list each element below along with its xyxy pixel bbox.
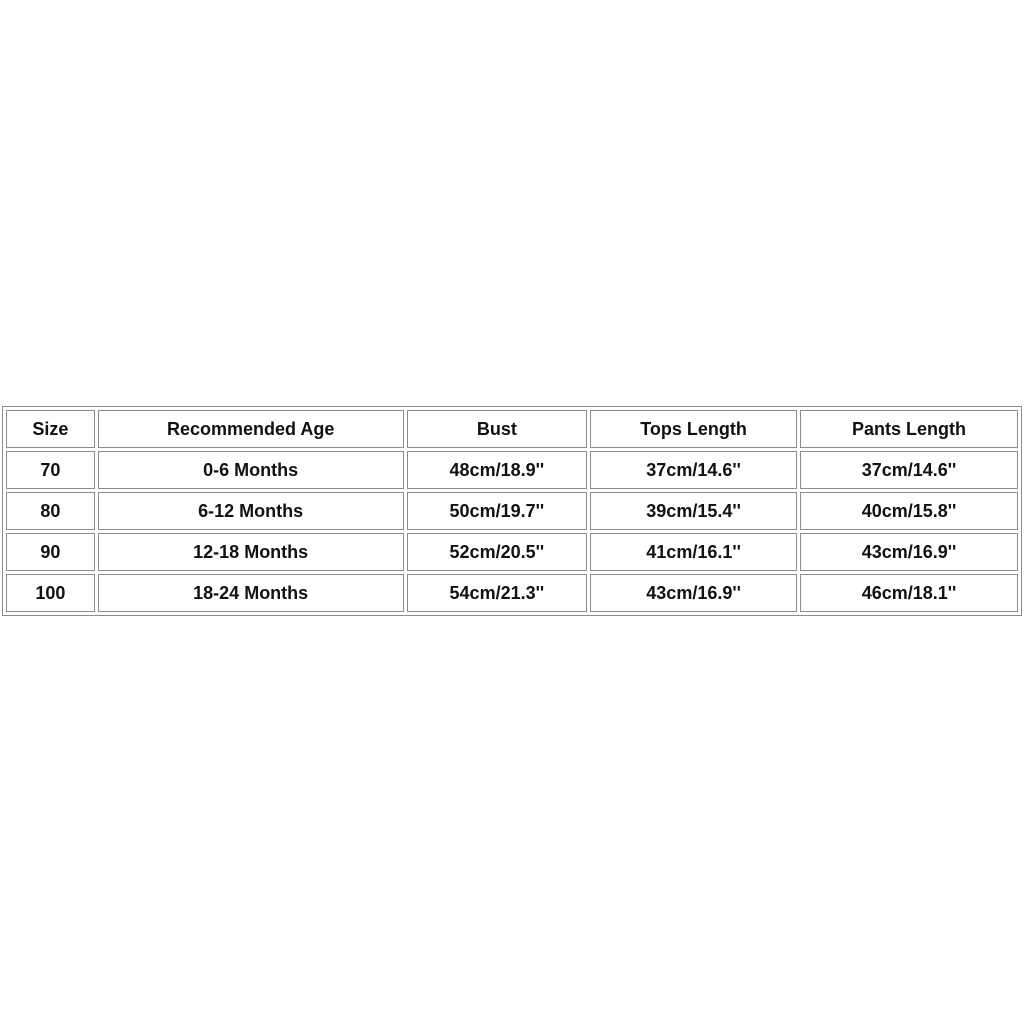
table-row [6,574,1018,612]
table-header-row [6,410,1018,448]
cell-bust: 48cm/18.9'' [407,451,588,489]
cell-recommended-age: 6-12 Months [98,492,404,530]
header-recommended-age: Recommended Age [98,410,404,448]
table-row [6,492,1018,530]
cell-bust: 50cm/19.7'' [407,492,588,530]
cell-size: 100 [6,574,95,612]
header-bust: Bust [407,410,588,448]
cell-pants-length: 43cm/16.9'' [800,533,1018,571]
table-row [6,451,1018,489]
cell-size: 90 [6,533,95,571]
header-size: Size [6,410,95,448]
cell-pants-length: 37cm/14.6'' [800,451,1018,489]
cell-tops-length: 39cm/15.4'' [590,492,797,530]
cell-recommended-age: 12-18 Months [98,533,404,571]
header-tops-length: Tops Length [590,410,797,448]
cell-recommended-age: 18-24 Months [98,574,404,612]
size-chart-table [2,406,1022,616]
cell-pants-length: 46cm/18.1'' [800,574,1018,612]
cell-pants-length: 40cm/15.8'' [800,492,1018,530]
cell-tops-length: 41cm/16.1'' [590,533,797,571]
cell-bust: 52cm/20.5'' [407,533,588,571]
cell-size: 80 [6,492,95,530]
cell-recommended-age: 0-6 Months [98,451,404,489]
table-row [6,533,1018,571]
cell-size: 70 [6,451,95,489]
cell-tops-length: 37cm/14.6'' [590,451,797,489]
cell-bust: 54cm/21.3'' [407,574,588,612]
cell-tops-length: 43cm/16.9'' [590,574,797,612]
header-pants-length: Pants Length [800,410,1018,448]
